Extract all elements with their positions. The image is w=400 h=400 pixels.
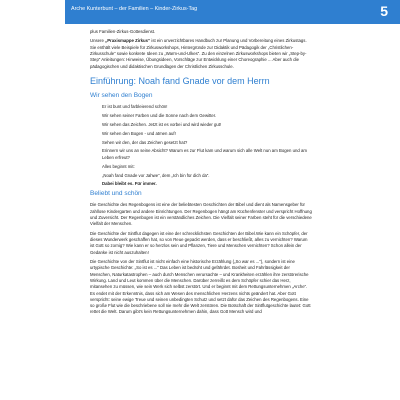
intro-paragraph-1: plus Familien-Zirkus-Gottesdienst. — [90, 29, 156, 34]
running-title: Arche Kunterbunt – der Familien – Kinder-Zirkus-Tag — [71, 6, 198, 12]
body-paragraph-1: Die Geschichte des Regenbogens ist eine der beliebtesten Geschichten der Bibel und dient als Namensgeber für zahllose Kindergarten und andere Einrichtungen. Der Regenbogen hängt am Küchenfenster und verspricht Hoffnung und Zuversicht. Der Regenbogen ist ein verständliches Zeichen. Die Vielfalt seiner Farben steht für die verschiedene Vielfalt der Menschen. — [90, 202, 312, 227]
section-heading: Einführung: Noah fand Gnade vor dem Herrn — [90, 75, 270, 86]
poem-line: Er ist bunt und farbleierend schön! — [102, 103, 168, 109]
page-content — [90, 29, 312, 319]
page-number: 5 — [380, 3, 388, 19]
poem-block — [102, 104, 312, 188]
subheading-bogen: Wir sehen den Bogen — [90, 91, 153, 99]
subheading-beliebt: Beliebt und schön — [90, 190, 142, 198]
poem-line: Dabei bleibt es. Für immer. — [102, 181, 157, 187]
intro-rest: ist ein unverzichtbares Handbuch zur Planung und Vorbereitung eines Zirkustags. Sie enthält viele Beispiele für Zirkusworkshops, Hintergründe zur Didaktik und Pädagogik der „Christlichen-Zirkusschule“ sowie konkrete Ideen zu „Warm-und-Ulkes“. Zu den einzelnen Zirkusworkshops bieten wir „Step-by-Step“ Anleitungen: Hinweise, Übungsideen, Vorschläge zur Entwicklung einer Choreographie ... Aber auch die pädagogischen und didaktischen Grundlagen der Christlichen Zirkusschule. — [90, 38, 307, 69]
body-paragraph-2: Die Geschichte der Sintflut dagegen ist eine der schrecklichsten Geschichten der Bibel.Wie kann ein Schöpfer, der dieses Wunderwerk geschaffen hat, so von Reue gepackt werden, dass er beschließt, alles zu vernichten? Warum ist Gott so zornig? Wie kann er so herzlos sein und Pflanzen, Tiere und Menschen vernichten? Schon allein der Gedanke ist nicht auszuhalten! — [90, 230, 308, 255]
poem-line: Sehen wir den, der das Zeichen gesetzt hat? — [102, 139, 188, 145]
intro-book-title: „Praxismappe Zirkus“ — [105, 38, 151, 44]
poem-line: Erinnern wir uns an seine Absicht? Warum es zur Flut kam und warum sich alle Welt nun am Bogen und am Leben erfreut? — [102, 148, 307, 160]
poem-line: Wir sehen den Bogen - und atmen auf! — [102, 130, 176, 136]
intro-lead: Unsere — [90, 38, 106, 44]
poem-line: Alles beginnt mit: — [102, 163, 135, 169]
page-header — [65, 0, 400, 24]
poem-line: Wir sehen das Zeichen. Jetzt ist es vorbei und wird wieder gut! — [102, 121, 222, 127]
poem-line: Wir sehen seiner Farben und die Sonne nach dem Gewitter. — [102, 112, 217, 118]
poem-line: „Noah fand Gnade vor Jahwe“, dem „Ich bin für dich da“. — [102, 172, 210, 178]
body-paragraph-3: Die Geschichte von der Sintflut ist nicht einfach eine historische Erzählung („So war es ...“), sondern ist eine urtypische Geschichte: „So ist es ...“ Das Leben ist bedroht und gefährdet. Bosheit und Fahrlässigkeit der Menschen, Naturkatastrophen – auch durch Menschen verursachte – und Krankheiten erzählen ihre zerstörerische Wirkung. Land und Leut kommen über die Menschen. Darüber zerreißt es dem Schöpfer schier das Herz, mitansehen zu müssen, wie sein Werk sich selbst zerstört. Und er beginnt mit dem Rettungsunternehmen „Arche“. Es endet mit der Erkenntnis, dass sich am Wesen des menschlichen Herzens nichts geändert hat. Aber Gott verspricht: seine ewige Treue und seinen unbedingten Schutz und setzt dafür das Zeichen des Regenbogens. Eine so große Flut wie die beschriebene soll nie mehr die Welt zerstören. Die Botschaft der Sintflutgeschichte lautet: Gott rettet die Welt. Darum gibt's kein Rettungsunternehmen dahin, dass Gott Mensch wird und — [90, 259, 311, 315]
intro-paragraph-2 — [90, 38, 312, 69]
